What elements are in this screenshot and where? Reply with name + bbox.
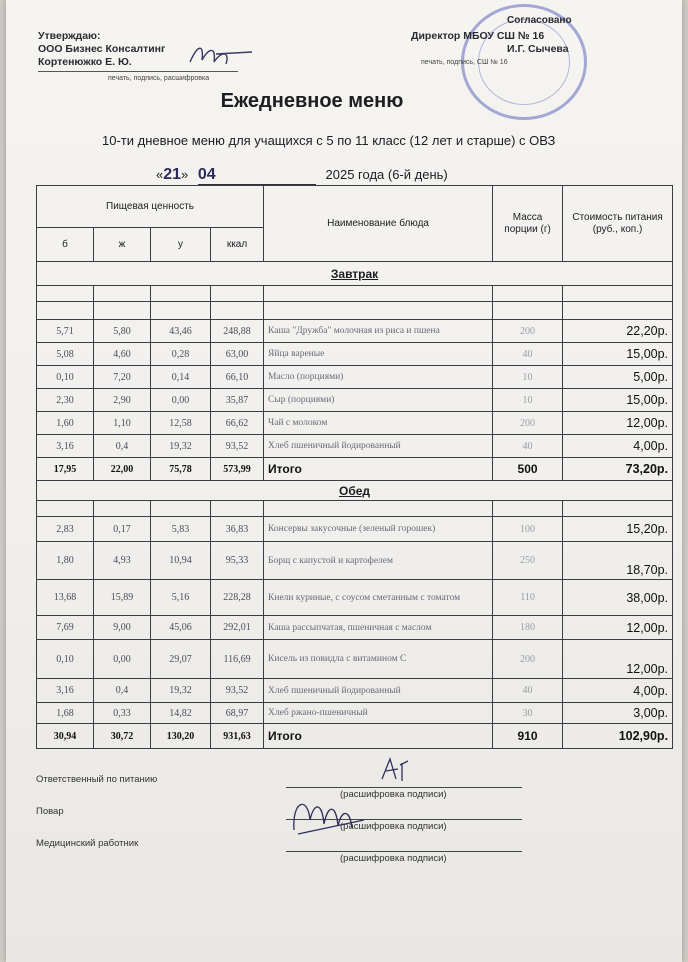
medic-label: Медицинский работник [36, 838, 139, 849]
cook-label: Повар [36, 806, 64, 817]
dish-header: Наименование блюда [264, 186, 493, 262]
agreed-label: Согласовано [507, 15, 572, 26]
menu-date: «21» 04 2025 года (6-й день) [156, 166, 448, 183]
responsible-signature [378, 755, 418, 785]
breakfast-total-row: 17,95 22,00 75,78 573,99 Итого 500 73,20р. [37, 458, 673, 481]
responsible-line [286, 787, 522, 788]
approve-label: Утверждаю: [38, 30, 101, 42]
date-year: 2025 года (6-й день) [325, 167, 448, 182]
kcal-header: ккал [211, 228, 264, 262]
table-row: 3,16 0,4 19,32 93,52 Хлеб пшеничный йодированный 40 4,00р. [37, 679, 673, 703]
approval-block-right [411, 15, 572, 69]
approver-name: Кортенюжко Е. Ю. [38, 56, 132, 68]
protein-header: б [37, 228, 94, 262]
responsible-label: Ответственный по питанию [36, 774, 158, 785]
responsible-caption: (расшифровка подписи) [340, 789, 447, 800]
table-row: 7,69 9,00 45,06 292,01 Каша рассыпчатая, пшеничная с маслом 180 12,00р. [37, 616, 673, 640]
cook-signature [288, 790, 368, 840]
lunch-section: Обед [37, 481, 673, 501]
table-row: 2,83 0,17 5,83 36,83 Консервы закусочные (зеленый горошек) 100 15,20р. [37, 517, 673, 542]
medic-line [286, 851, 522, 852]
cook-caption: (расшифровка подписи) [340, 821, 447, 832]
date-month: 04 [197, 166, 216, 183]
date-day: 21 [163, 166, 182, 183]
director-name: И.Г. Сычева [507, 43, 569, 55]
menu-sheet [6, 0, 682, 962]
table-row: 1,68 0,33 14,82 68,97 Хлеб ржано-пшеничный 30 3,00р. [37, 703, 673, 724]
director-title: Директор МБОУ СШ № 16 [411, 30, 545, 42]
table-row: 1,80 4,93 10,94 95,33 Борщ с капустой и картофелем 250 18,70р. [37, 542, 673, 580]
approval-caption: печать, подпись, расшифровка [108, 75, 210, 82]
table-row: 2,30 2,90 0,00 35,87 Сыр (порциями) 10 15,00р. [37, 389, 673, 412]
table-row: 13,68 15,89 5,16 228,28 Кнели куриные, с соусом сметанным с томатом 110 38,00р. [37, 580, 673, 616]
page-subtitle: 10-ти дневное меню для учащихся с 5 по 11 класс (12 лет и старше) с ОВЗ [102, 133, 556, 148]
nutrition-header: Пищевая ценность [37, 186, 264, 228]
mass-header: Масса порции (г) [493, 186, 563, 262]
breakfast-section: Завтрак [37, 262, 673, 286]
carbs-header: у [151, 228, 211, 262]
page-title: Ежедневное меню [220, 90, 404, 112]
table-row: 5,71 5,80 43,46 248,88 Каша "Дружба" молочная из риса и пшена 200 22,20р. [37, 320, 673, 343]
table-row: 5,08 4,60 0,28 63,00 Яйца вареные 40 15,00р. [37, 343, 673, 366]
lunch-total-row: 30,94 30,72 130,20 931,63 Итого 910 102,90р. [37, 724, 673, 749]
company-name: ООО Бизнес Консалтинг [38, 43, 166, 55]
medic-caption: (расшифровка подписи) [340, 853, 447, 864]
cost-header: Стоимость питания (руб., коп.) [563, 186, 673, 262]
approver-signature [186, 40, 256, 70]
table-row: 0,10 7,20 0,14 66,10 Масло (порциями) 10 5,00р. [37, 366, 673, 389]
table-row: 3,16 0,4 19,32 93,52 Хлеб пшеничный йодированный 40 4,00р. [37, 435, 673, 458]
table-row: 1,60 1,10 12,58 66,62 Чай с молоком 200 12,00р. [37, 412, 673, 435]
menu-table [36, 185, 673, 749]
fat-header: ж [94, 228, 151, 262]
director-caption: печать, подпись, СШ № 16 [421, 59, 508, 66]
table-row: 0,10 0,00 29,07 116,69 Кисель из повидла с витамином С 200 12,00р. [37, 640, 673, 679]
